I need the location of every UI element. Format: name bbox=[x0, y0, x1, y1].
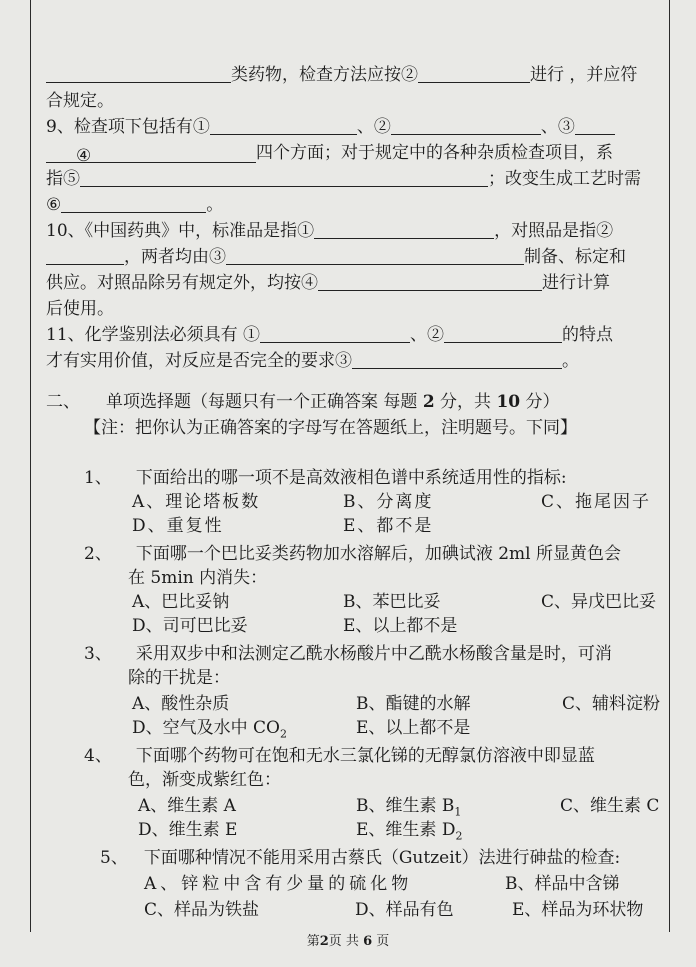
text: 供应。对照品除另有规定外，均按④ bbox=[46, 273, 318, 293]
q2-option-e: E、以上都不是 bbox=[343, 616, 458, 636]
text: 、② bbox=[410, 325, 445, 345]
text-line-6 bbox=[46, 193, 223, 217]
text: 后使用。 bbox=[46, 299, 114, 319]
text: 进行计算 bbox=[542, 273, 610, 293]
q1-option-d: D、重复性 bbox=[132, 516, 224, 536]
text: 合规定。 bbox=[46, 91, 114, 111]
text: ，对照品是指② bbox=[494, 221, 614, 241]
text: ，两者均由③ bbox=[124, 247, 226, 267]
blank bbox=[210, 116, 357, 135]
blank bbox=[391, 116, 541, 135]
section-number: 二、 bbox=[46, 392, 80, 412]
q2-option-b: B、苯巴比妥 bbox=[343, 592, 441, 612]
text: 。 bbox=[206, 195, 224, 215]
blank bbox=[260, 324, 410, 343]
note-text: 【注：把你认为正确答案的字母写在答题纸上，注明题号。下同】 bbox=[84, 418, 577, 438]
blank bbox=[80, 168, 488, 187]
blank bbox=[314, 220, 494, 239]
question-3-cont: 除的干扰是： bbox=[128, 668, 230, 688]
blank bbox=[46, 246, 124, 265]
text: ⑥ bbox=[46, 195, 62, 215]
question-stem: 采用双步中和法测定乙酰水杨酸片中乙酰水杨酸含量是时，可消 bbox=[135, 644, 612, 664]
q2-option-a: A、巴比妥钠 bbox=[132, 592, 230, 612]
section-2-title bbox=[46, 390, 560, 414]
text-line-9 bbox=[46, 271, 610, 295]
score: 10 bbox=[496, 392, 521, 412]
q3-option-d: D、空气及水中 $CO_2$ bbox=[132, 718, 287, 741]
text: 。 bbox=[562, 351, 579, 371]
score: 2 bbox=[422, 392, 435, 412]
text-line-5 bbox=[46, 167, 641, 191]
section-title: 单项选择题（每题只有一个正确答案 每题 bbox=[106, 392, 423, 412]
question-1 bbox=[84, 466, 567, 490]
text-line-12 bbox=[46, 349, 579, 373]
q3-option-a: A、酸性杂质 bbox=[132, 694, 230, 714]
question-number: 2、 bbox=[84, 544, 112, 564]
q4-option-b: B、维生素 $B_1$ bbox=[356, 796, 462, 819]
blank bbox=[46, 64, 231, 83]
page-footer: 第2页 共 6 页 bbox=[306, 934, 390, 949]
q4-option-e: E、维生素 $D_2$ bbox=[356, 820, 463, 843]
blank bbox=[61, 194, 206, 213]
q1-option-c: C、拖尾因子 bbox=[541, 492, 652, 512]
blank bbox=[418, 64, 530, 83]
question-stem: 下面哪一个巴比妥类药物加水溶解后，加碘试液 2ml 所显黄色会 bbox=[135, 544, 622, 564]
q5-option-a: A、锌粒中含有少量的硫化物 bbox=[144, 874, 413, 894]
text: 的特点 bbox=[562, 325, 614, 345]
section-2-note bbox=[84, 416, 577, 440]
q1-option-e: E、都不是 bbox=[343, 516, 434, 536]
blank-number: ④ bbox=[76, 146, 92, 166]
blank bbox=[575, 116, 615, 135]
question-5 bbox=[100, 846, 620, 870]
question-number: 3、 bbox=[84, 644, 112, 664]
q1-option-b: B、分离度 bbox=[343, 492, 434, 512]
question-stem: 下面哪种情况不能用采用古蔡氏（Gutzeit）法进行砷盐的检查: bbox=[143, 848, 621, 868]
text: 才有实用价值，对反应是否完全的要求③ bbox=[46, 351, 352, 371]
question-2 bbox=[84, 542, 621, 566]
text-line-1 bbox=[46, 63, 637, 87]
text: 制备、标定和 bbox=[524, 247, 626, 267]
q4-option-d: D、维生素 E bbox=[138, 820, 238, 840]
question-stem: 下面哪个药物可在饱和无水三氯化锑的无醇氯仿溶液中即显蓝 bbox=[135, 746, 595, 766]
q3-option-b: B、酯键的水解 bbox=[356, 694, 471, 714]
blank bbox=[226, 246, 524, 265]
text-line-10 bbox=[46, 297, 114, 321]
text-line-7 bbox=[46, 219, 613, 243]
blank bbox=[444, 324, 562, 343]
text-line-4 bbox=[46, 141, 613, 165]
q2-option-d: D、司可巴比妥 bbox=[132, 616, 248, 636]
q3-option-c: C、辅料淀粉 bbox=[562, 694, 661, 714]
text: 进行 ，并应符 bbox=[530, 65, 638, 85]
text: 类药物，检查方法应按② bbox=[231, 65, 418, 85]
text: 、② bbox=[356, 117, 391, 137]
q5-option-c: C、样品为铁盐 bbox=[144, 900, 260, 920]
q1-option-a: A、理论塔板数 bbox=[132, 492, 261, 512]
q5-option-b: B、样品中含锑 bbox=[505, 874, 620, 894]
text-line-8 bbox=[46, 245, 626, 269]
text-line-3 bbox=[46, 115, 615, 139]
question-4 bbox=[84, 744, 595, 768]
text: ；改变生成工艺时需 bbox=[488, 169, 641, 189]
text: 9、检查项下包括有① bbox=[46, 117, 210, 137]
section-title: 分，共 bbox=[434, 392, 497, 412]
q5-option-e: E、样品为环状物 bbox=[512, 900, 644, 920]
text: 10、《中国药典》中，标准品是指① bbox=[46, 221, 315, 241]
question-number: 5、 bbox=[100, 848, 128, 868]
blank bbox=[46, 144, 256, 166]
text-line-11 bbox=[46, 323, 613, 347]
section-title: 分） bbox=[520, 392, 560, 412]
question-4-cont: 色，渐变成紫红色： bbox=[128, 770, 281, 790]
question-3 bbox=[84, 642, 612, 666]
question-2-cont: 在 5min 内消失： bbox=[128, 568, 268, 588]
q3-option-e: E、以上都不是 bbox=[356, 718, 471, 738]
question-number: 4、 bbox=[84, 746, 112, 766]
blank bbox=[352, 350, 562, 369]
question-stem: 下面给出的哪一项不是高效液相色谱中系统适用性的指标: bbox=[135, 468, 567, 488]
blank bbox=[318, 272, 542, 291]
q4-option-c: C、维生素 C bbox=[560, 796, 660, 816]
q2-option-c: C、异戊巴比妥 bbox=[541, 592, 657, 612]
text: 指⑤ bbox=[46, 169, 80, 189]
text: 、③ bbox=[540, 117, 575, 137]
q4-option-a: A、维生素 A bbox=[138, 796, 236, 816]
q5-option-d: D、样品有色 bbox=[355, 900, 454, 920]
question-number: 1、 bbox=[84, 468, 112, 488]
text-line-2 bbox=[46, 89, 114, 113]
text: 11、化学鉴别法必须具有 ① bbox=[46, 325, 261, 345]
text: 四个方面；对于规定中的各种杂质检查项目，系 bbox=[256, 143, 613, 163]
